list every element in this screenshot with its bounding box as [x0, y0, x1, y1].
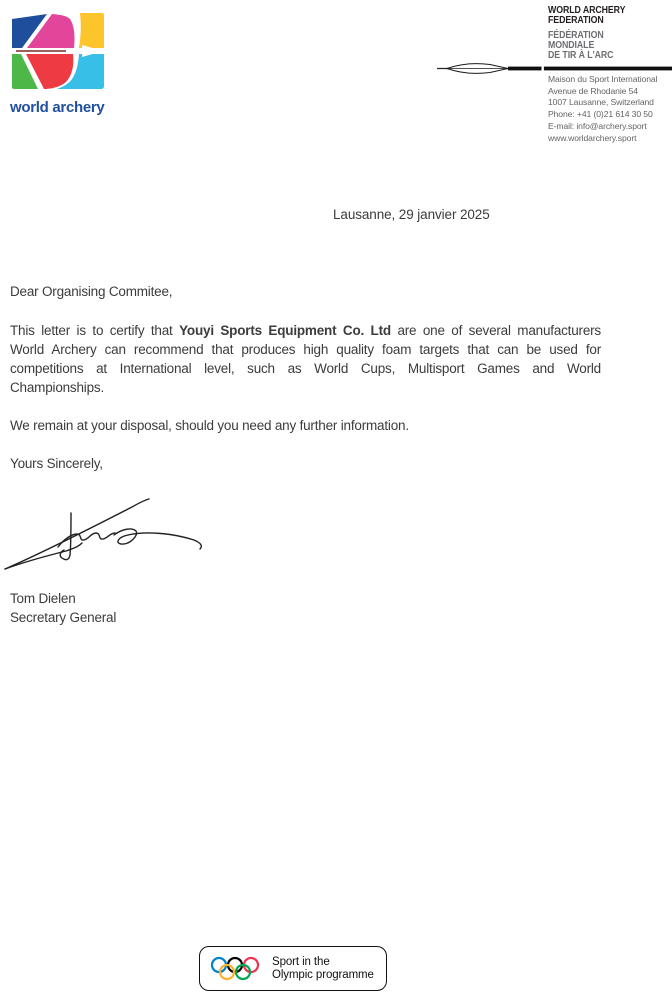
address-line: Avenue de Rhodanie 54 — [548, 85, 638, 96]
olympic-programme-badge — [199, 946, 387, 991]
dateline: Lausanne, 29 janvier 2025 — [333, 207, 490, 222]
closing-line: Yours Sincerely, — [10, 456, 103, 471]
org-name-line2: FEDERATION — [548, 15, 604, 27]
signer-title: Secretary General — [10, 610, 117, 625]
body-line-2: World Archery can recommend that produces high quality foam targets that can be used for — [10, 342, 601, 357]
olympic-programme-text — [272, 956, 374, 982]
arrow-shaft-notch — [542, 66, 544, 71]
address-line: E-mail: info@archery.sport — [548, 120, 647, 131]
salutation: Dear Organising Commitee, — [10, 284, 173, 299]
disposal-line: We remain at your disposal, should you need any further information. — [10, 418, 409, 433]
body-line-3: competitions at International level, such as World Cups, Multisport Games and World — [10, 361, 601, 376]
logo-wordmark: world archery — [10, 99, 105, 116]
signer-block — [10, 589, 116, 627]
signature-flourish-stroke — [114, 529, 201, 549]
world-archery-logo — [10, 12, 110, 116]
body-line-1-suffix: are one of several manufacturers — [390, 323, 601, 338]
body-paragraph — [10, 321, 601, 397]
org-name-fr-line3: DE TIR À L'ARC — [548, 50, 614, 62]
body-line-1 — [10, 321, 601, 340]
signature — [2, 487, 217, 572]
org-name-french — [548, 31, 671, 62]
logo-yellow-shape — [79, 13, 104, 48]
address-line: Maison du Sport International — [548, 74, 658, 84]
signer-name: Tom Dielen — [10, 591, 76, 606]
manufacturer-name: Youyi Sports Equipment Co. Ltd — [179, 323, 391, 338]
address-line: 1007 Lausanne, Switzerland — [548, 97, 654, 108]
olympic-text-line1: Sport in the — [272, 955, 330, 968]
body-line-4: Championships. — [10, 380, 105, 395]
org-name-block — [548, 6, 671, 61]
address-line: Phone: +41 (0)21 614 30 50 — [548, 109, 653, 120]
org-name-fr-line1: FÉDÉRATION — [548, 29, 604, 41]
world-archery-logo-icon — [10, 12, 106, 91]
org-name-english — [548, 6, 671, 27]
body-line-1-prefix: This letter is to certify that — [10, 323, 180, 338]
org-name-line1: WORLD ARCHERY — [548, 5, 626, 16]
olympic-text-line2: Olympic programme — [272, 968, 374, 981]
address-block — [548, 74, 672, 144]
org-name-fr-line2: MONDIALE — [548, 39, 595, 51]
arrow-shaft — [508, 67, 672, 71]
address-line: www.worldarchery.sport — [548, 132, 637, 143]
olympic-rings-icon — [209, 955, 261, 982]
